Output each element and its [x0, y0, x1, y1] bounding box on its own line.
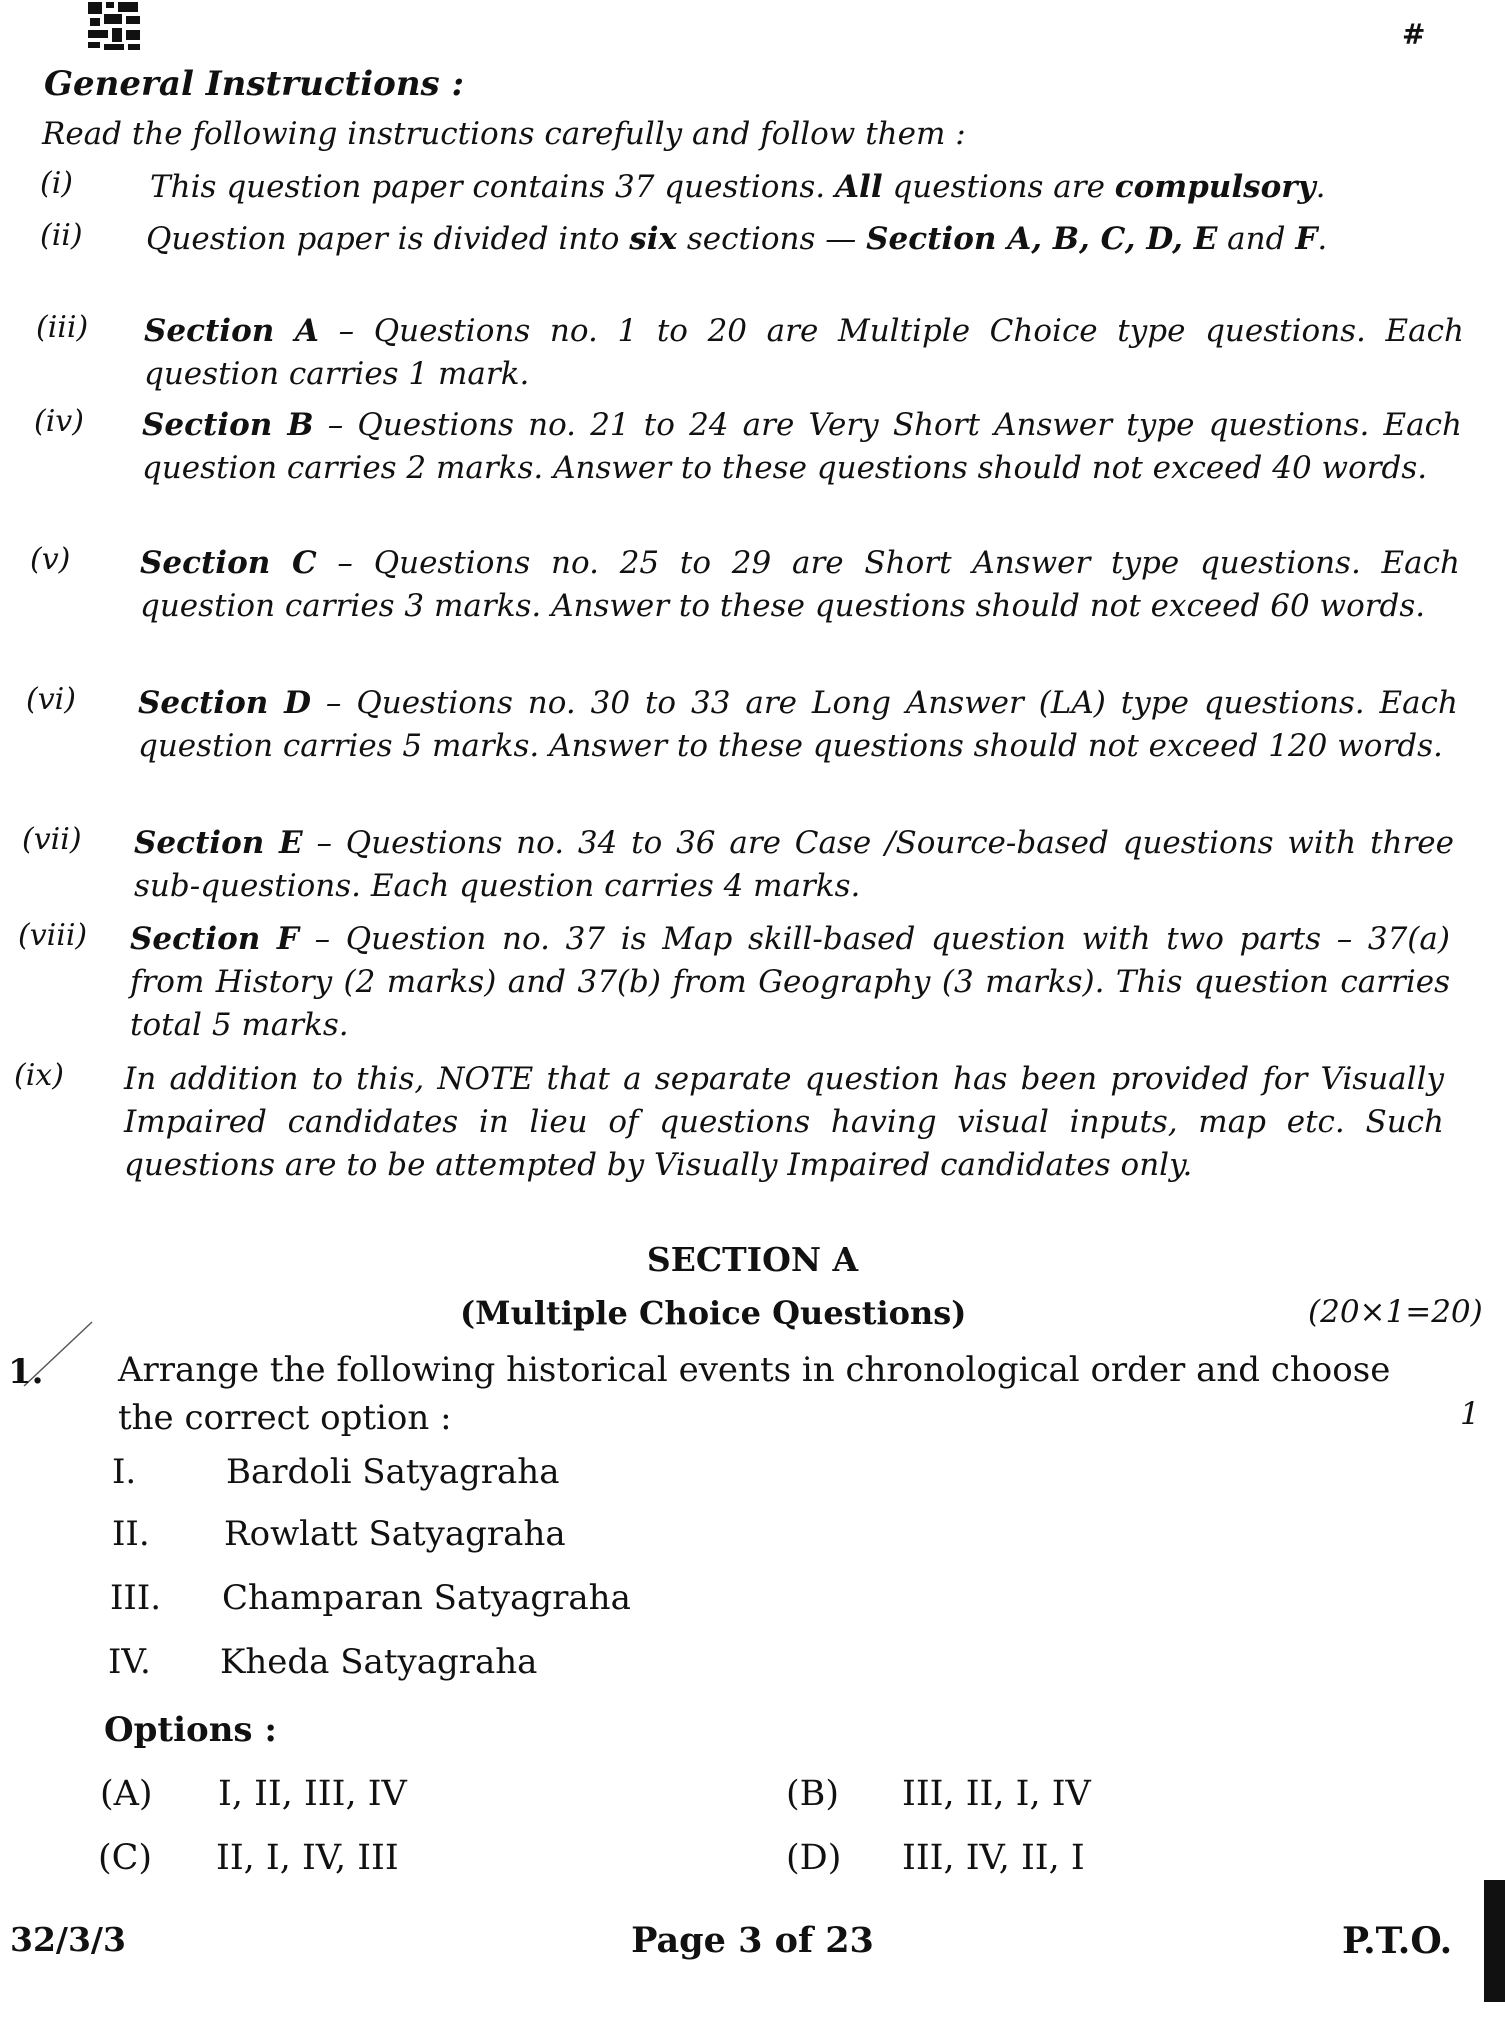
paper-code: 32/3/3 — [10, 1920, 126, 1959]
instruction-text — [144, 310, 1464, 396]
instruction-number: (iv) — [34, 404, 84, 439]
instruction-fragment: – Questions no. 21 to 24 are Very Short Answer type questions. Each question carries 2 marks. Answer to these questions should not exceed 40 words. — [142, 407, 1462, 486]
option-key: (B) — [786, 1774, 840, 1814]
instruction-text — [130, 918, 1450, 1047]
instruction-fragment: and — [1217, 221, 1296, 257]
page-edge-bar — [1484, 1880, 1505, 2002]
instruction-number: (i) — [40, 166, 74, 201]
page-number: Page 3 of 23 — [631, 1920, 874, 1961]
instruction-emphasis: Section A, B, C, D, E — [866, 221, 1218, 257]
instruction-emphasis: Section D — [138, 685, 312, 721]
instruction-emphasis: Section B — [142, 407, 314, 443]
instruction-number: (viii) — [18, 918, 88, 953]
corner-mark: # — [1402, 18, 1426, 51]
instruction-fragment: sections — — [677, 221, 867, 257]
option-value: III, IV, II, I — [902, 1838, 1085, 1878]
instruction-fragment: questions are — [882, 169, 1115, 205]
question-mark: 1 — [1460, 1396, 1480, 1432]
instruction-emphasis: six — [629, 221, 678, 257]
instruction-fragment: In addition to this, NOTE that a separate question has been provided for Visually Impaired candidates in lieu of questions having visual inputs, map etc. Such questions are to be attempted by Visually Impaired candidates only. — [124, 1061, 1444, 1183]
instruction-emphasis: All — [834, 169, 883, 205]
event-text: Kheda Satyagraha — [220, 1642, 538, 1682]
instruction-text — [124, 1058, 1444, 1187]
section-title: SECTION A — [646, 1240, 859, 1279]
pto-label: P.T.O. — [1342, 1920, 1453, 1962]
option-value: II, I, IV, III — [216, 1838, 399, 1878]
question-text: Arrange the following historical events in chronological order and choose the correct option : — [118, 1350, 1391, 1438]
section-subtitle: (Multiple Choice Questions) — [460, 1294, 967, 1332]
instructions-intro: Read the following instructions carefully and follow them : — [42, 116, 966, 152]
instruction-emphasis: F — [1295, 221, 1318, 257]
option-value: III, II, I, IV — [902, 1774, 1091, 1814]
question-number: 1. — [8, 1352, 44, 1392]
instruction-emphasis: Section F — [130, 921, 299, 957]
option-key: (A) — [100, 1774, 153, 1814]
instruction-fragment: – Questions no. 30 to 33 are Long Answer (LA) type questions. Each question carries 5 marks. Answer to these questions should not exceed 120 words. — [138, 685, 1458, 764]
instruction-number: (v) — [30, 542, 71, 577]
event-text: Champaran Satyagraha — [222, 1578, 631, 1618]
instruction-fragment: This question paper contains 37 questions. — [150, 169, 835, 205]
instruction-emphasis: Section E — [134, 825, 303, 861]
instruction-fragment: – Questions no. 1 to 20 are Multiple Choice type questions. Each question carries 1 mark. — [144, 313, 1464, 392]
option-key: (D) — [786, 1838, 842, 1878]
option-key: (C) — [98, 1838, 153, 1878]
instruction-text — [134, 822, 1454, 908]
instruction-number: (ix) — [14, 1058, 64, 1093]
event-numeral: II. — [112, 1514, 150, 1554]
instruction-fragment: . — [1315, 169, 1326, 205]
instruction-text — [140, 542, 1460, 628]
instruction-emphasis: compulsory — [1114, 169, 1316, 205]
instruction-number: (iii) — [36, 310, 89, 345]
option-value: I, II, III, IV — [218, 1774, 407, 1814]
instruction-fragment: – Questions no. 25 to 29 are Short Answer type questions. Each question carries 3 marks. Answer to these questions should not exceed 60 words. — [140, 545, 1460, 624]
instruction-number: (vi) — [26, 682, 76, 717]
instruction-emphasis: Section C — [140, 545, 317, 581]
event-numeral: I. — [112, 1452, 137, 1492]
qr-code-icon — [86, 0, 142, 50]
section-marks: (20×1=20) — [1308, 1294, 1483, 1330]
instructions-heading: General Instructions : — [44, 64, 465, 104]
instruction-fragment: . — [1317, 221, 1328, 257]
instruction-text — [138, 682, 1458, 768]
instruction-number: (vii) — [22, 822, 82, 857]
instruction-fragment: Question paper is divided into — [146, 221, 630, 257]
instruction-text — [146, 218, 1466, 261]
instruction-number: (ii) — [40, 218, 83, 253]
event-numeral: IV. — [108, 1642, 151, 1682]
options-label: Options : — [104, 1710, 277, 1750]
instruction-text — [150, 166, 1470, 209]
instruction-fragment: – Question no. 37 is Map skill-based question with two parts – 37(a) from History (2 marks) and 37(b) from Geography (3 marks). This question carries total 5 marks. — [130, 921, 1450, 1043]
instruction-emphasis: Section A — [144, 313, 319, 349]
event-numeral: III. — [110, 1578, 162, 1618]
instruction-text — [142, 404, 1462, 490]
instruction-fragment: – Questions no. 34 to 36 are Case /Source-based questions with three sub-questions. Each question carries 4 marks. — [134, 825, 1454, 904]
event-text: Rowlatt Satyagraha — [224, 1514, 566, 1554]
event-text: Bardoli Satyagraha — [226, 1452, 560, 1492]
